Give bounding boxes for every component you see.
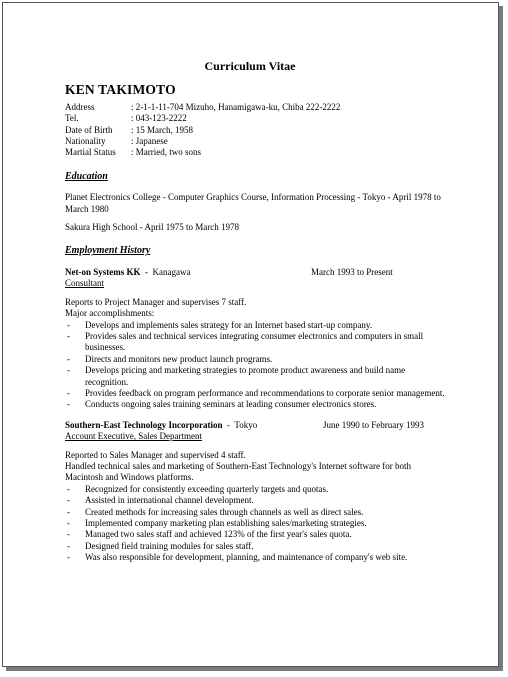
bullet-dash: -	[67, 495, 70, 506]
job-intro: Handled technical sales and marketing of Southern-East Technology's Internet software for both Macintosh and Windows platforms.	[65, 460, 411, 483]
list-item	[65, 541, 445, 552]
list-item	[65, 320, 445, 331]
job-location: - Kanagawa	[140, 266, 191, 277]
list-item	[65, 354, 445, 365]
candidate-name: KEN TAKIMOTO	[65, 82, 176, 98]
job-reports: Reported to Sales Manager and supervised 4 staff.	[65, 449, 246, 460]
document-title: Curriculum Vitae	[204, 59, 296, 73]
job-bullet-list	[65, 484, 445, 564]
list-item	[65, 495, 445, 506]
personal-info-row	[65, 136, 445, 147]
bullet-dash: -	[67, 540, 70, 551]
address-value: : 2-1-1-11-704 Mizuho, Hanamigawa-ku, Chiba 222-2222	[131, 101, 341, 112]
bullet-dash: -	[67, 365, 70, 376]
list-item	[65, 331, 445, 354]
job-bullet-list	[65, 320, 445, 411]
bullet-text: Directs and monitors new product launch programs.	[85, 353, 273, 364]
marital-status-label: Martial Status	[65, 147, 116, 158]
job-location: - Tokyo	[222, 419, 258, 430]
nationality-label: Nationality	[65, 136, 106, 147]
bullet-text: Created methods for increasing sales through channels as well as direct sales.	[85, 506, 364, 517]
bullet-dash: -	[67, 353, 70, 364]
bullet-text: Develops pricing and marketing strategies to promote product awareness and build name recognition.	[85, 365, 406, 387]
job-entry	[65, 420, 445, 564]
job-header	[65, 267, 445, 278]
job-organization: Southern-East Technology Incorporation	[65, 419, 223, 430]
job-dates: March 1993 to Present	[311, 266, 393, 277]
job-intro: Major accomplishments:	[65, 308, 155, 319]
list-item	[65, 518, 445, 529]
job-organization: Net-on Systems KK	[65, 266, 141, 277]
bullet-dash: -	[67, 399, 70, 410]
bullet-text: Assisted in international channel development.	[85, 495, 254, 506]
employment-heading: Employment History	[65, 245, 151, 257]
bullet-dash: -	[67, 483, 70, 494]
education-entry: Sakura High School - April 1975 to March 1978	[65, 222, 239, 233]
job-dates: June 1990 to February 1993	[323, 419, 424, 430]
list-item	[65, 484, 445, 495]
nationality-value: : Japanese	[131, 136, 168, 147]
list-item	[65, 552, 445, 563]
bullet-text: Conducts ongoing sales training seminars at leading consumer electronics stores.	[85, 399, 377, 410]
resume-content	[65, 61, 445, 570]
job-entry	[65, 267, 445, 411]
list-item	[65, 365, 445, 388]
dob-label: Date of Birth	[65, 124, 113, 135]
marital-status-value: : Married, two sons	[131, 147, 201, 158]
personal-info-row	[65, 102, 445, 113]
personal-info-row	[65, 125, 445, 136]
bullet-dash: -	[67, 518, 70, 528]
tel-label: Tel.	[65, 113, 79, 124]
personal-info-row	[65, 113, 445, 124]
education-heading: Education	[65, 170, 108, 182]
bullet-text: Was also responsible for development, planning, and maintenance of company's web site.	[85, 552, 408, 563]
job-reports: Reports to Project Manager and supervises 7 staff.	[65, 296, 247, 307]
bullet-dash: -	[67, 552, 70, 563]
document-page	[2, 2, 499, 667]
list-item	[65, 507, 445, 518]
bullet-dash: -	[67, 529, 70, 540]
bullet-text: Managed two sales staff and achieved 123% of the first year's sales quota.	[85, 529, 352, 540]
bullet-text: Provides feedback on program performance and recommendations to corporate senior management.	[85, 387, 445, 398]
list-item	[65, 388, 445, 399]
education-entry: Planet Electronics College - Computer Graphics Course, Information Processing - Tokyo - April 1978 to March 1980	[65, 192, 441, 214]
bullet-text: Designed field training modules for sales staff.	[85, 540, 254, 551]
job-header	[65, 420, 445, 431]
bullet-dash: -	[67, 506, 70, 517]
tel-value: : 043-123-2222	[131, 113, 187, 124]
bullet-dash: -	[67, 330, 70, 341]
dob-value: : 15 March, 1958	[131, 124, 193, 135]
personal-info-row	[65, 147, 445, 158]
job-title: Consultant	[65, 278, 105, 289]
address-label: Address	[65, 101, 95, 112]
job-title: Account Executive, Sales Department	[65, 431, 202, 442]
bullet-text: Develops and implements sales strategy for an Internet based start-up company.	[85, 319, 373, 330]
bullet-dash: -	[67, 319, 70, 330]
bullet-text: Implemented company marketing plan establishing sales/marketing strategies.	[85, 518, 367, 528]
list-item	[65, 529, 445, 540]
bullet-text: Recognized for consistently exceeding quarterly targets and quotas.	[85, 483, 329, 494]
personal-info	[65, 102, 445, 159]
bullet-dash: -	[67, 387, 70, 398]
bullet-text: Provides sales and technical services integrating consumer electronics and computers in small businesses.	[85, 330, 424, 353]
list-item	[65, 399, 445, 410]
